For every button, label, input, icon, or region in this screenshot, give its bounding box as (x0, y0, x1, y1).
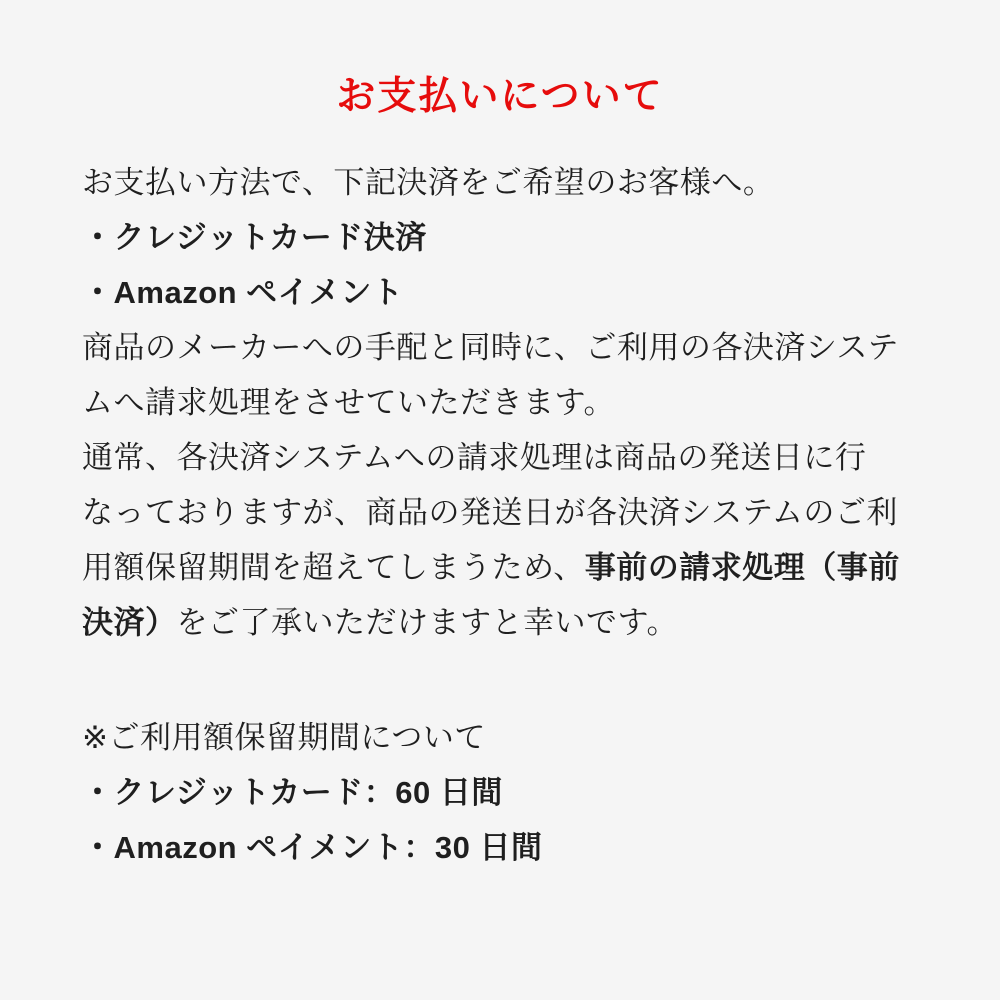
text-segment: お支払い方法で、下記決済をご希望のお客様へ。 (82, 165, 775, 200)
text-line (82, 820, 930, 875)
text-line (82, 320, 930, 375)
text-segment: なっておりますが、商品の発送日が各決済システムのご利 (82, 495, 898, 530)
text-segment: ・Amazon ペイメント：30 日間 (82, 830, 543, 865)
text-segment: ・Amazon ペイメント (82, 275, 404, 310)
text-line (82, 485, 930, 540)
page-title: お支払いについて (336, 75, 664, 118)
text-line (82, 765, 930, 820)
text-line (82, 540, 930, 595)
text-line (82, 155, 930, 210)
text-segment: 商品のメーカーへの手配と同時に、ご利用の各決済システ (82, 330, 899, 365)
text-line (82, 375, 930, 430)
text-line (82, 710, 930, 765)
text-segment: 決済） (82, 605, 177, 640)
text-segment: 用額保留期間を超えてしまうため、 (82, 550, 585, 585)
text-segment: 事前の請求処理（事前 (584, 550, 900, 585)
text-segment: をご了承いただけますと幸いです。 (176, 605, 679, 640)
text-line (82, 265, 930, 320)
text-line (82, 595, 930, 650)
text-line (82, 210, 930, 265)
text-segment: ・クレジットカード：60 日間 (82, 775, 503, 810)
text-segment: ・クレジットカード決済 (82, 220, 427, 255)
text-segment: 通常、各決済システムへの請求処理は商品の発送日に行 (82, 440, 867, 475)
text-line (82, 430, 930, 485)
text-segment: ※ご利用額保留期間について (82, 720, 486, 755)
paragraph-spacer (82, 650, 930, 710)
content (82, 155, 930, 875)
text-segment: ムへ請求処理をさせていただきます。 (82, 385, 616, 420)
